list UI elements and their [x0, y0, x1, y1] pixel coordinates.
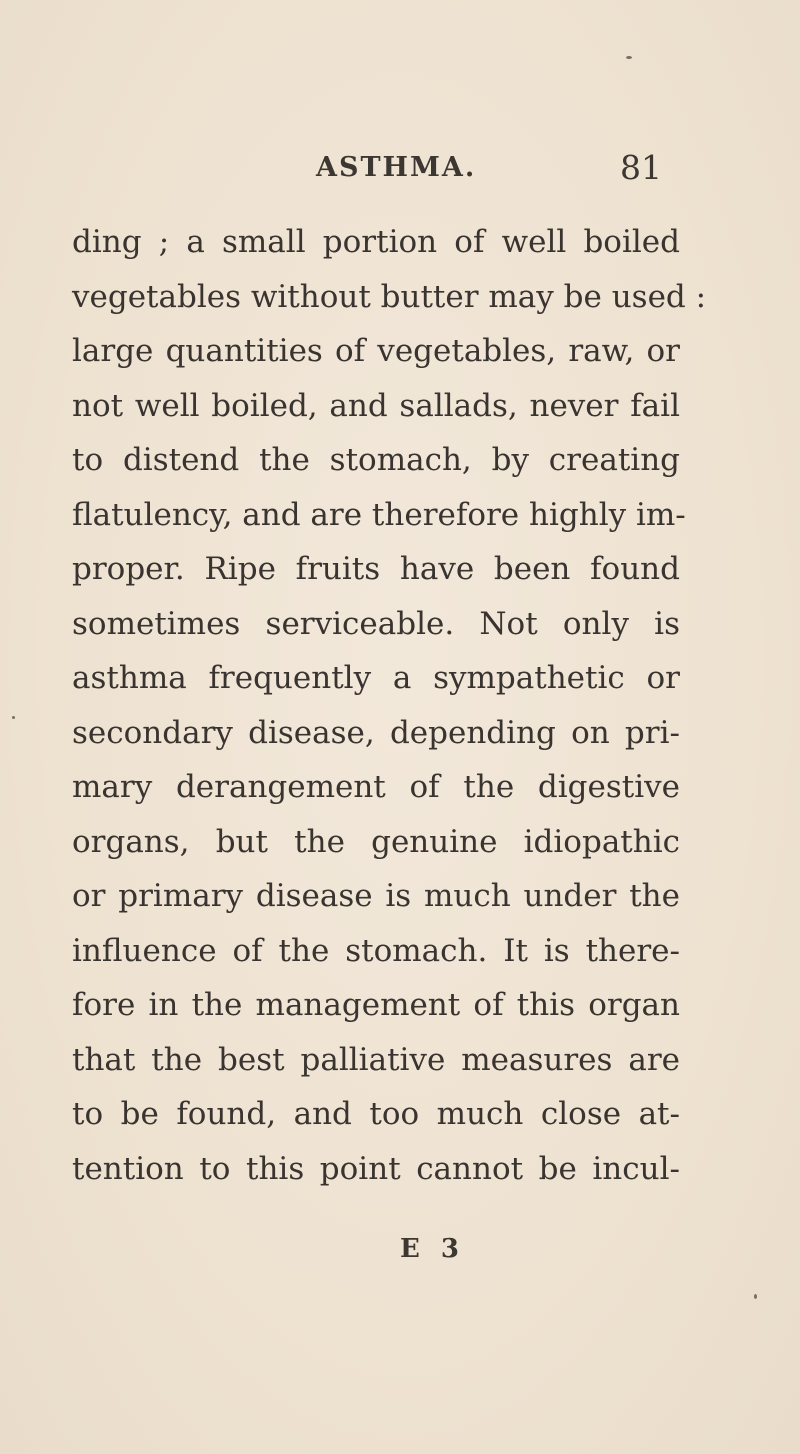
text-line: or primary disease is much under the — [72, 878, 680, 914]
signature-mark: E 3 — [400, 1234, 465, 1264]
paper-speck — [626, 56, 632, 59]
text-line: flatulency, and are therefore highly im- — [72, 496, 686, 533]
text-line: to be found, and too much close at- — [72, 1096, 680, 1132]
text-line: organs, but the genuine idiopathic — [72, 823, 680, 860]
text-line: mary derangement of the digestive — [72, 769, 680, 805]
text-line: not well boiled, and sallads, never fail — [72, 387, 680, 424]
text-line: tention to this point cannot be incul- — [72, 1150, 680, 1187]
page-header — [0, 148, 800, 192]
text-line: large quantities of vegetables, raw, or — [72, 333, 680, 369]
text-line: fore in the management of this organ — [72, 987, 680, 1023]
paper-speck — [12, 716, 15, 719]
text-line: secondary disease, depending on pri- — [72, 714, 680, 751]
page-number: 81 — [620, 148, 662, 187]
running-title: ASTHMA. — [316, 152, 477, 183]
text-line: vegetables without butter may be used : — [72, 278, 707, 315]
text-line: that the best palliative measures are — [72, 1041, 680, 1078]
text-line: ding ; a small portion of well boiled — [72, 224, 680, 260]
text-line: proper. Ripe fruits have been found — [72, 551, 680, 587]
body-text — [72, 215, 707, 1196]
paper-speck — [754, 1294, 757, 1299]
text-line: to distend the stomach, by creating — [72, 442, 680, 478]
text-line: influence of the stomach. It is there- — [72, 932, 680, 969]
text-line: sometimes serviceable. Not only is — [72, 605, 680, 642]
text-line: asthma frequently a sympathetic or — [72, 660, 680, 696]
